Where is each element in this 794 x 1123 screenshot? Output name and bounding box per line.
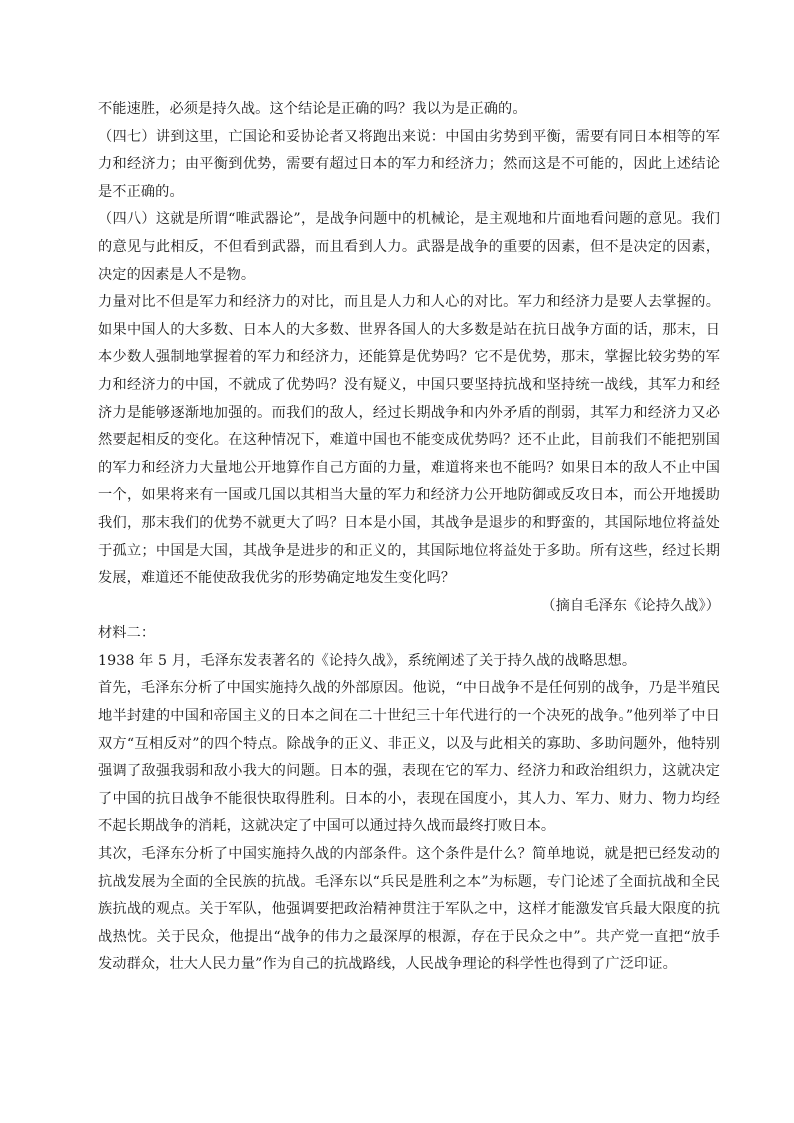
paragraph-48: （四八）这就是所谓“唯武器论”，是战争问题中的机械论，是主观地和片面地看问题的意见。我们的意见与此相反，不但看到武器，而且看到人力。武器是战争的重要的因素，但不是决定的因素，决定的因素是人不是物。 xyxy=(98,211,720,283)
paragraph-strength-comparison: 力量对比不但是军力和经济力的对比，而且是人力和人心的对比。军力和经济力是要人去掌握的。如果中国人的大多数、日本人的大多数、世界各国人的大多数是站在抗日战争方面的话，那末，日本少数人强制地掌握着的军力和经济力，还能算是优势吗？它不是优势，那末，掌握比较劣势的军力和经济力的中国，不就成了优势吗？没有疑义，中国只要坚持抗战和坚持统一战线，其军力和经济力是能够逐渐地加强的。而我们的敌人，经过长期战争和内外矛盾的削弱，其军力和经济力又必然要起相反的变化。在这种情况下，难道中国也不能变成优势吗？还不止此，目前我们不能把别国的军力和经济力大量地公开地算作自己方面的力量，难道将来也不能吗？如果日本的敌人不止中国一个，如果将来有一国或几国以其相当大量的军力和经济力公开地防御或反攻日本，而公开地援助我们，那末我们的优势不就更大了吗？日本是小国，其战争是退步的和野蛮的，其国际地位将益处于孤立；中国是大国，其战争是进步的和正义的，其国际地位将益处于多助。所有这些，经过长期发展，难道还不能使敌我优劣的形势确定地发生变化吗？ xyxy=(98,294,720,587)
document-body xyxy=(98,96,720,979)
material-two-label: 材料二： xyxy=(98,625,156,642)
paragraph-internal-conditions: 其次，毛泽东分析了中国实施持久战的内部条件。这个条件是什么？简单地说，就是把已经发动的抗战发展为全面的全民族的抗战。毛泽东以“兵民是胜利之本”为标题，专门论述了全面抗战和全民族抗战的观点。关于军队，他强调要把政治精神贯注于军队之中，这样才能激发官兵最大限度的抗战热忱。关于民众，他提出“战争的伟力之最深厚的根源，存在于民众之中”。共产党一直把“放手发动群众，壮大人民力量”作为自己的抗战路线，人民战争理论的科学性也得到了广泛印证。 xyxy=(98,846,720,973)
paragraph-47: （四七）讲到这里，亡国论和妥协论者又将跑出来说：中国由劣势到平衡，需要有同日本相等的军力和经济力；由平衡到优势，需要有超过日本的军力和经济力；然而这是不可能的，因此上述结论是不正确的。 xyxy=(98,128,720,200)
paragraph-publication: 1938 年 5 月，毛泽东发表著名的《论持久战》，系统阐述了关于持久战的战略思想。 xyxy=(98,652,637,669)
source-attribution: （摘自毛泽东《论持久战》） xyxy=(541,597,720,614)
paragraph-external-causes: 首先，毛泽东分析了中国实施持久战的外部原因。他说，“中日战争不是任何别的战争，乃是半殖民地半封建的中国和帝国主义的日本之间在二十世纪三十年代进行的一个决死的战争。”他列举了中日双方“互相反对”的四个特点。除战争的正义、非正义，以及与此相关的寡助、多助问题外，他特别强调了敌强我弱和敌小我大的问题。日本的强，表现在它的军力、经济力和政治组织力，这就决定了中国的抗日战争不能很快取得胜利。日本的小，表现在国度小，其人力、军力、财力、物力均经不起长期战争的消耗，这就决定了中国可以通过持久战而最终打败日本。 xyxy=(98,680,720,835)
paragraph-conclusion: 不能速胜，必须是持久战。这个结论是正确的吗？我以为是正确的。 xyxy=(98,101,527,117)
